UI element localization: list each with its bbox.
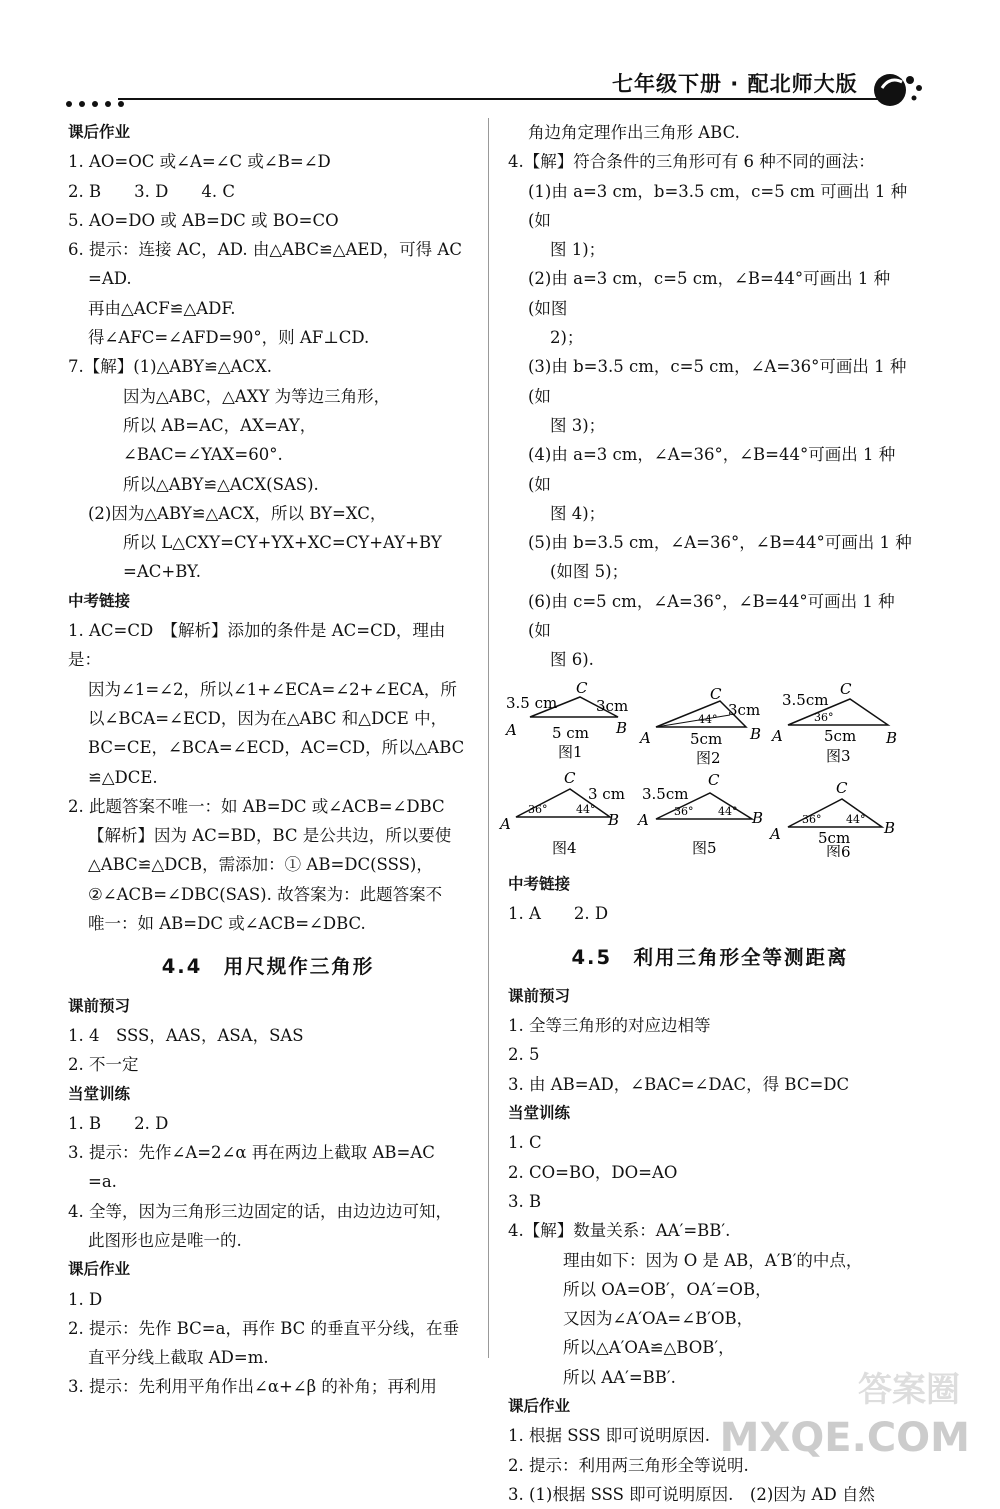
section-title: 4.4 用尺规作三角形	[161, 955, 375, 979]
svg-text:C: C	[710, 684, 722, 703]
column-divider	[488, 118, 489, 1358]
header-title: 七年级下册 · 配北师大版	[612, 72, 858, 96]
text-line: 2. B 3. D 4. C	[68, 181, 235, 201]
svg-text:C: C	[564, 768, 576, 787]
text-line: 4.【解】数量关系：AA′=BB′.	[508, 1221, 731, 1241]
subsection-heading: 课前预习	[68, 996, 131, 1015]
svg-text:C: C	[840, 679, 852, 698]
svg-text:A: A	[772, 726, 783, 745]
svg-text:图4: 图4	[552, 838, 577, 857]
text-line: (4)由 a=3 cm，∠A=36°，∠B=44°可画出 1 种(如	[528, 445, 896, 494]
text-line: ≌△DCE.	[88, 767, 158, 787]
figure-2	[638, 685, 761, 767]
text-line: 图 1)；	[550, 240, 606, 260]
text-line: 理由如下：因为 O 是 AB，A′B′的中点，	[563, 1250, 863, 1270]
svg-text:5 cm: 5 cm	[552, 723, 589, 742]
text-line: BC=CE，∠BCA=∠ECD，AC=CD，所以△ABC	[88, 738, 465, 758]
svg-text:B: B	[752, 808, 764, 827]
svg-text:A: A	[640, 728, 651, 747]
text-line: =AC+BY.	[123, 562, 202, 582]
subsection-heading: 当堂训练	[68, 1084, 131, 1103]
svg-text:44°: 44°	[846, 812, 866, 826]
watermark: MXQE.COM	[719, 1415, 970, 1461]
text-line: 3. B	[508, 1191, 542, 1211]
triangle-figures	[498, 677, 912, 866]
text-line: =AD.	[88, 269, 132, 289]
text-line: 1. 4 SSS，AAS，ASA，SAS	[68, 1025, 304, 1045]
svg-text:3cm: 3cm	[596, 696, 629, 715]
text-line: 所以 AB=AC，AX=AY，∠BAC=∠YAX=60°.	[123, 415, 317, 465]
svg-text:A: A	[638, 810, 649, 829]
figure-1	[504, 679, 628, 761]
svg-text:图5: 图5	[692, 838, 717, 857]
text-line: 【解析】因为 AC=BD，BC 是公共边，所以要使	[88, 826, 452, 846]
text-line: 1. A 2. D	[508, 904, 609, 924]
text-line: 角边角定理作出三角形 ABC.	[528, 123, 740, 142]
watermark-cn: 答案圈	[858, 1370, 960, 1410]
svg-text:图1: 图1	[558, 742, 583, 761]
svg-text:图2: 图2	[696, 748, 721, 767]
text-line: 1. AC=CD 【解析】添加的条件是 AC=CD，理由是：	[68, 621, 446, 670]
text-line: 因为△ABC，△AXY 为等边三角形，	[123, 386, 391, 406]
subsection-heading: 课前预习	[508, 986, 571, 1005]
text-line: 1. C	[508, 1133, 542, 1153]
svg-text:44°: 44°	[718, 804, 738, 818]
text-line: (5)由 b=3.5 cm，∠A=36°，∠B=44°可画出 1 种	[528, 533, 912, 553]
svg-text:B: B	[750, 724, 762, 743]
text-line: 所以 AA′=BB′.	[563, 1367, 676, 1387]
text-line: 1. D	[68, 1289, 103, 1309]
svg-text:36°: 36°	[802, 812, 822, 826]
figure-3	[770, 680, 897, 765]
figure-5	[636, 771, 763, 857]
svg-text:C: C	[708, 770, 720, 789]
text-line: 1. B 2. D	[68, 1113, 169, 1133]
figure-6	[768, 779, 895, 857]
svg-text:36°: 36°	[528, 802, 548, 816]
subsection-heading: 课后作业	[68, 1260, 131, 1279]
text-line: 2. 提示：利用两三角形全等说明.	[508, 1455, 749, 1475]
logo-icon	[870, 66, 930, 114]
subsection-heading: 课后作业	[508, 1396, 571, 1415]
svg-text:44°: 44°	[576, 802, 596, 816]
svg-text:5cm: 5cm	[818, 828, 851, 847]
text-line: 再由△ACF≌△ADF.	[88, 298, 236, 318]
svg-text:44°: 44°	[698, 712, 718, 726]
text-line: 唯一：如 AB=DC 或∠ACB=∠DBC.	[88, 914, 366, 934]
text-line: 3. 提示：先利用平角作出∠α+∠β 的补角；再利用	[68, 1377, 437, 1397]
subsection-heading: 中考链接	[68, 591, 131, 610]
svg-text:图3: 图3	[826, 746, 851, 765]
svg-text:B: B	[616, 718, 628, 737]
text-line: 2. CO=BO，DO=AO	[508, 1162, 678, 1182]
section-title: 4.5 利用三角形全等测距离	[571, 945, 849, 969]
svg-text:3cm: 3cm	[728, 700, 761, 719]
header-dots	[66, 92, 131, 111]
svg-text:A: A	[506, 720, 517, 739]
svg-text:3.5cm: 3.5cm	[782, 690, 829, 709]
text-line: 图 4)；	[550, 503, 606, 523]
text-line: (3)由 b=3.5 cm，c=5 cm，∠A=36°可画出 1 种(如	[528, 357, 907, 406]
text-line: 图 3)；	[550, 415, 606, 435]
text-line: 所以△ABY≌△ACX(SAS).	[123, 474, 319, 494]
svg-text:5cm: 5cm	[690, 729, 723, 748]
header-rule	[118, 98, 888, 100]
svg-text:36°: 36°	[814, 710, 834, 724]
svg-text:图6: 图6	[826, 842, 851, 857]
svg-text:B: B	[608, 810, 620, 829]
text-line: 4.【解】符合条件的三角形可有 6 种不同的画法：	[508, 152, 875, 172]
svg-text:3.5cm: 3.5cm	[642, 784, 689, 803]
right-bottom-text	[508, 870, 912, 1509]
svg-text:3 cm: 3 cm	[588, 784, 625, 803]
text-line: 2)；	[550, 328, 584, 348]
text-line: 所以 L△CXY=CY+YX+XC=CY+AY+BY	[123, 533, 442, 553]
text-line: (如图 5)；	[550, 562, 629, 582]
text-line: 直平分线上截取 AD=m.	[88, 1348, 269, 1368]
right-top-text	[508, 118, 912, 675]
text-line: (1)由 a=3 cm，b=3.5 cm，c=5 cm 可画出 1 种(如	[528, 181, 908, 230]
text-line: 又因为∠A′OA=∠B′OB，	[563, 1309, 754, 1329]
right-column	[500, 118, 912, 1509]
svg-text:B: B	[884, 818, 896, 837]
svg-text:5cm: 5cm	[824, 726, 857, 745]
text-line: =a.	[88, 1172, 117, 1192]
text-line: 4. 全等，因为三角形三边固定的话，由边边边可知，	[68, 1201, 452, 1221]
text-line: 此图形也应是唯一的.	[88, 1230, 242, 1250]
text-line: 2. 提示：先作 BC=a，再作 BC 的垂直平分线，在垂	[68, 1318, 459, 1338]
text-line: 1. 根据 SSS 即可说明原因.	[508, 1426, 711, 1446]
text-line: △ABC≌△DCB，需添加：① AB=DC(SSS)，	[88, 855, 433, 875]
svg-text:A: A	[770, 824, 781, 843]
text-line: (2)因为△ABY≌△ACX，所以 BY=XC，	[88, 503, 387, 523]
svg-text:C: C	[576, 678, 588, 697]
text-line: 所以 OA=OB′，OA′=OB，	[563, 1279, 772, 1299]
text-line: 7.【解】(1)△ABY≌△ACX.	[68, 357, 272, 377]
subsection-heading: 课后作业	[68, 123, 131, 141]
text-line: 因为∠1=∠2，所以∠1+∠ECA=∠2+∠ECA，所	[88, 679, 457, 699]
svg-text:C: C	[836, 778, 848, 797]
text-line: 以∠BCA=∠ECD，因为在△ABC 和△DCE 中，	[88, 708, 448, 728]
svg-text:36°: 36°	[674, 804, 694, 818]
text-line: (2)由 a=3 cm，c=5 cm，∠B=44°可画出 1 种(如图	[528, 269, 891, 318]
subsection-heading: 当堂训练	[508, 1104, 571, 1123]
text-line: 5. AO=DO 或 AB=DC 或 BO=CO	[68, 210, 339, 230]
text-line: 得∠AFC=∠AFD=90°，则 AF⊥CD.	[88, 328, 370, 348]
subsection-heading: 中考链接	[508, 874, 571, 893]
text-line: (6)由 c=5 cm，∠A=36°，∠B=44°可画出 1 种(如	[528, 591, 895, 641]
svg-text:3.5 cm: 3.5 cm	[506, 693, 558, 712]
left-column	[68, 118, 468, 1402]
text-line: 1. AO=OC 或∠A=∠C 或∠B=∠D	[68, 152, 331, 172]
text-line: 2. 此题答案不唯一：如 AB=DC 或∠ACB=∠DBC	[68, 796, 445, 816]
text-line: 2. 不一定	[68, 1055, 139, 1075]
text-line: 3. (1)根据 SSS 即可说明原因. (2)因为 AD 自然	[508, 1484, 875, 1504]
text-line: 3. 提示：先作∠A=2∠α 再在两边上截取 AB=AC	[68, 1143, 435, 1163]
text-line: ②∠ACB=∠DBC(SAS). 故答案为：此题答案不	[88, 884, 443, 904]
svg-text:B: B	[886, 728, 898, 747]
text-line: 3. 由 AB=AD，∠BAC=∠DAC，得 BC=DC	[508, 1074, 850, 1094]
figure-4	[498, 769, 625, 857]
text-line: 所以△A′OA≌△BOB′，	[563, 1338, 735, 1358]
text-line: 6. 提示：连接 AC，AD. 由△ABC≌△AED，可得 AC	[68, 240, 462, 260]
svg-text:A: A	[500, 814, 511, 833]
text-line: 1. 全等三角形的对应边相等	[508, 1016, 711, 1036]
text-line: 图 6).	[550, 650, 594, 670]
text-line: 2. 5	[508, 1045, 540, 1065]
